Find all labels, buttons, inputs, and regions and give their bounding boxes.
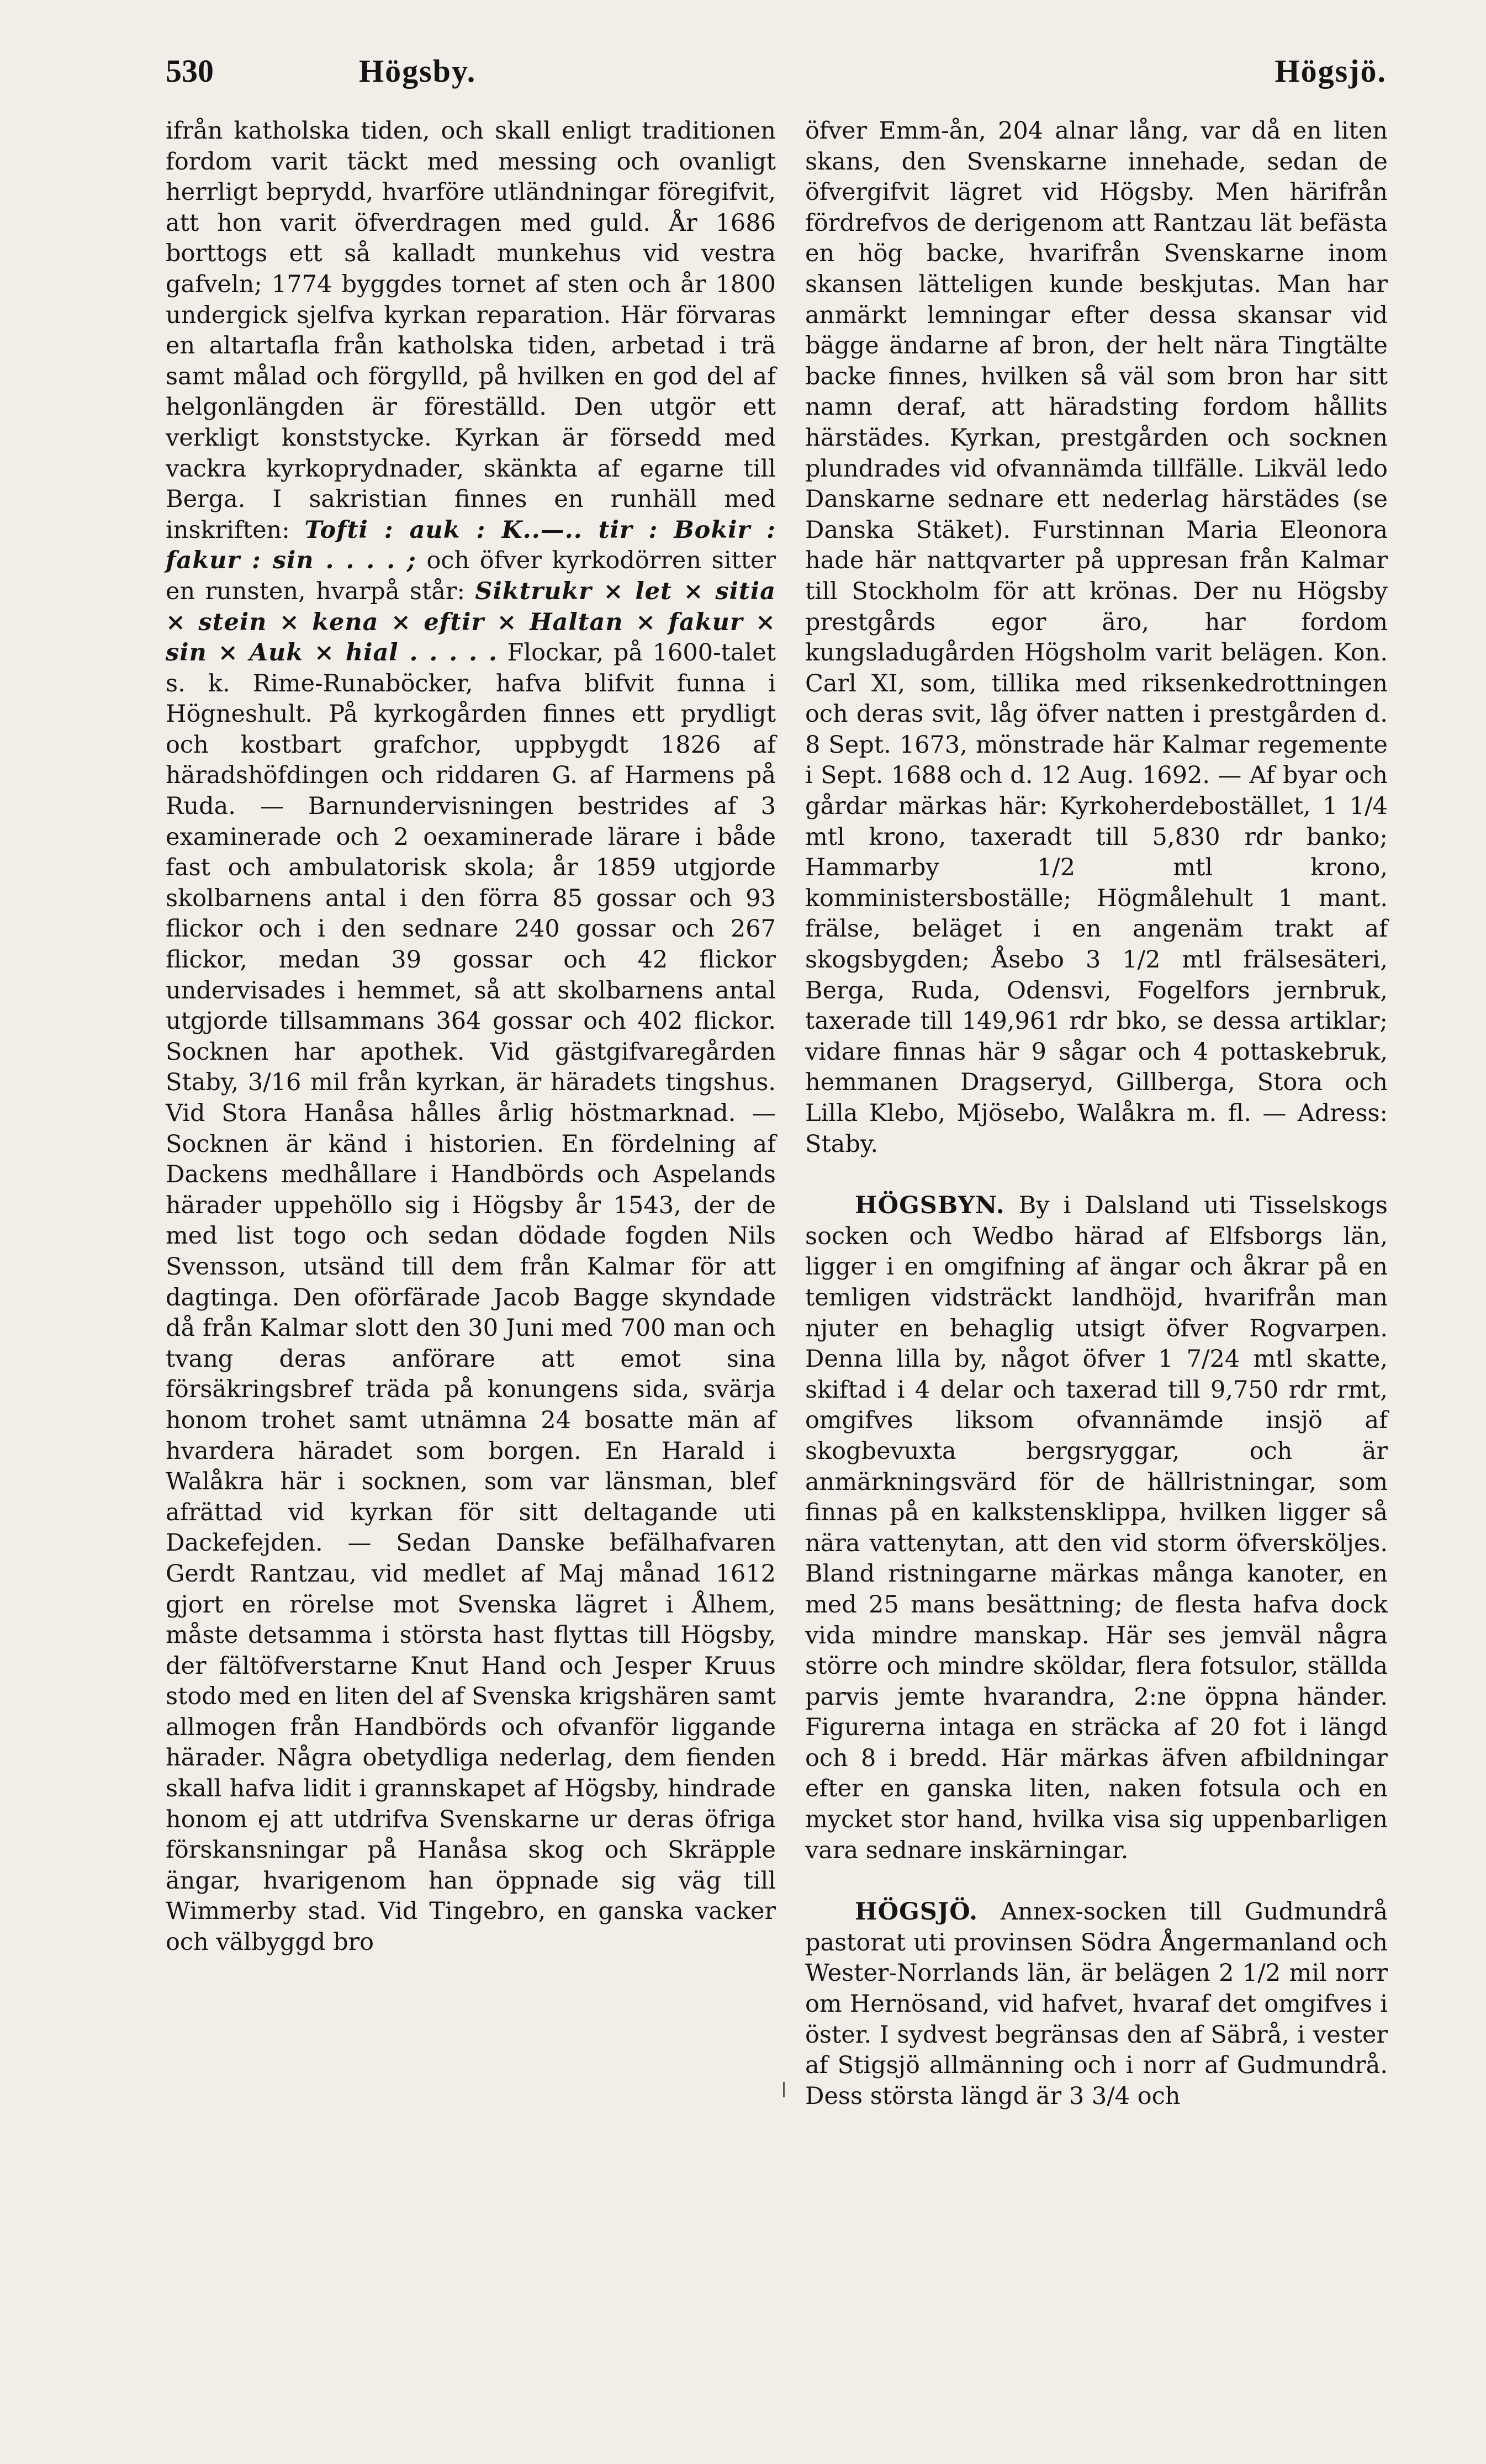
page-number: 530 [166, 53, 214, 89]
runic-inscription-1: Tofti : auk : K..—.. tir : Bokir : fakur : sin . . . . ; [166, 516, 776, 575]
left-text-2: och öfver kyrkodörren sitter en runsten, hvarpå står: [166, 547, 776, 605]
runic-inscription-2: Siktrukr × let × sitia × stein × kena × eftir × Haltan × fakur × sin × Auk × hial . . . . . [166, 577, 776, 667]
running-head-right: Högsjö. [1275, 53, 1387, 89]
running-head-left: Högsby. [359, 53, 477, 89]
right-column [805, 116, 1388, 2112]
left-paragraph-1 [166, 116, 776, 1958]
entry-hogsbyn [805, 1191, 1388, 1866]
entry-body-hogsjo: Annex-socken till Gudmundrå pastorat uti provinsen Södra Ångermanland och Wester-Norrlands län, är belägen 2 1/2 mil norr om Hernösand, vid hafvet, hvaraf det omgifves i öster. I sydvest begränsas den af Säbrå, i vester af Stigsjö allmänning och i norr af Gudmundrå. Dess största längd är 3 3/4 och [805, 1898, 1388, 2110]
left-column [166, 116, 776, 1958]
right-paragraph-1: öfver Emm-ån, 204 alnar lång, var då en liten skans, den Svenskarne innehade, sedan de öfvergifvit lägret vid Högsby. Men härifrån fördrefvos de derigenom att Rantzau lät befästa en hög backe, hvarifrån Svenskarne inom skansen lätteligen kunde beskjutas. Man har anmärkt lemningar efter dessa skansar vid bägge ändarne af bron, der helt nära Tingtälte backe finnes, hvilken så väl som bron har sitt namn deraf, att häradsting fordom hållits härstädes. Kyrkan, prestgården och socknen plundrades vid ofvannämda tillfälle. Likväl ledo Danskarne sednare ett nederlag härstädes (se Danska Stäket). Furstinnan Maria Eleonora hade här nattqvarter på uppresan från Kalmar till Stockholm för att krönas. Der nu Högsby prestgårds egor äro, har fordom kungsladugården Högsholm varit belägen. Kon. Carl XI, som, tillika med riksenkedrottningen och deras svit, låg öfver natten i prestgården d. 8 Sept. 1673, mönstrade här Kalmar regemente i Sept. 1688 och d. 12 Aug. 1692. — Af byar och gårdar märkas här: Kyrkoherdebostället, 1 1/4 mtl krono, taxeradt till 5,830 rdr banko; Hammarby 1/2 mtl krono, komministersboställe; Högmålehult 1 mant. frälse, beläget i en angenäm trakt af skogsbygden; Åsebo 3 1/2 mtl frälsesäteri, Berga, Ruda, Odensvi, Fogelfors jernbruk, taxerade till 149,961 rdr bko, se dessa artiklar; vidare finnas här 9 sågar och 4 pottaskebruk, hemmanen Dragseryd, Gillberga, Stora och Lilla Klebo, Mjösebo, Walåkra m. fl. — Adress: Staby. [805, 117, 1388, 1158]
column-divider-mark [783, 2082, 785, 2097]
entry-hogsjo [805, 1897, 1388, 2112]
entry-headword-hogsbyn: HÖGSBYN. [855, 1192, 1005, 1220]
left-text-3: Flockar, på 1600-talet s. k. Rime-Runaböcker, hafva blifvit funna i Högneshult. På kyrkogården finnes ett prydligt och kostbart grafchor, uppbygdt 1826 af häradshöfdingen och riddaren G. af Harmens på Ruda. — Barnundervisningen bestrides af 3 examinerade och 2 oexaminerade lärare i både fast och ambulatorisk skola; år 1859 utgjorde skolbarnens antal i den förra 85 gossar och 93 flickor och i den sednare 240 gossar och 267 flickor, medan 39 gossar och 42 flickor undervisades i hemmet, så att skolbarnens antal utgjorde tillsammans 364 gossar och 402 flickor. Socknen har apothek. Vid gästgifvaregården Staby, 3/16 mil från kyrkan, är häradets tingshus. Vid Stora Hanåsa hålles årlig höstmarknad. — Socknen är känd i historien. En fördelning af Dackens medhållare i Handbörds och Aspelands härader uppehöllo sig i Högsby år 1543, der de med list togo och sedan dödade fogden Nils Svensson, utsänd till dem från Kalmar för att dagtinga. Den oförfärade Jacob Bagge skyndade då från Kalmar slott den 30 Juni med 700 man och tvang deras anförare att emot sina försäkringsbref träda på konungens sida, svärja honom trohet samt utnämna 24 bosatte män af hvardera häradet som borgen. En Harald i Walåkra här i socknen, som var länsman, blef afrättad vid kyrkan för sitt deltagande uti Dackefejden. — Sedan Danske befälhafvaren Gerdt Rantzau, vid medlet af Maj månad 1612 gjort en rörelse mot Svenska lägret i Ålhem, måste detsamma i största hast flyttas till Högsby, der fältöfverstarne Knut Hand och Jesper Kruus stodo med en liten del af Svenska krigshären samt allmogen från Handbörds och ofvanför liggande härader. Några obetydliga nederlag, dem fienden skall hafva lidit i grannskapet af Högsby, hindrade honom ej att utdrifva Svenskarne ur deras öfriga förskansningar på Hanåsa skog och Skräpple ängar, hvarigenom han öppnade sig väg till Wimmerby stad. Vid Tingebro, en ganska vacker och välbyggd bro [166, 639, 776, 1957]
entry-body-hogsbyn: By i Dalsland uti Tisselskogs socken och Wedbo härad af Elfsborgs län, ligger i en omgifning af ängar och åkrar på en temligen vidsträckt landhöjd, hvarifrån man njuter en behaglig utsigt öfver Rogvarpen. Denna lilla by, något öfver 1 7/24 mtl skatte, skiftad i 4 delar och taxerad till 9,750 rdr rmt, omgifves liksom ofvannämde insjö af skogbevuxta bergsryggar, och är anmärkningsvärd för de hällristningar, som finnas på en kalkstensklippa, hvilken ligger så nära vattenytan, att den vid storm öfversköljes. Bland ristningarne märkas många kanoter, en med 25 mans besättning; de flesta hafva dock vida mindre manskap. Här ses jemväl några större och mindre sköldar, flera fotsulor, ställda parvis jemte hvarandra, 2:ne öppna händer. Figurerna intaga en sträcka af 20 fot i längd och 8 i bredd. Här märkas äfven afbildningar efter en ganska liten, naken fotsula och en mycket stor hand, hvilka visa sig uppenbarligen vara sednare inskärningar. [805, 1192, 1388, 1864]
page-header [166, 52, 1387, 102]
entry-headword-hogsjo: HÖGSJÖ. [855, 1898, 979, 1926]
left-text-1: ifrån katholska tiden, och skall enligt traditionen fordom varit täckt med messing och ovanligt herrligt beprydd, hvarföre utländningar föregifvit, att hon varit öfverdragen med guld. År 1686 borttogs ett så kalladt munkehus vid vestra gafveln; 1774 byggdes tornet af sten och år 1800 undergick sjelfva kyrkan reparation. Här förvaras en altartafla från katholska tiden, arbetad i trä samt målad och förgylld, på hvilken en god del af helgonlängden är föreställd. Den utgör ett verkligt konststycke. Kyrkan är försedd med vackra kyrkoprydnader, skänkta af egarne till Berga. I sakristian finnes en runhäll med inskriften: [166, 117, 776, 544]
